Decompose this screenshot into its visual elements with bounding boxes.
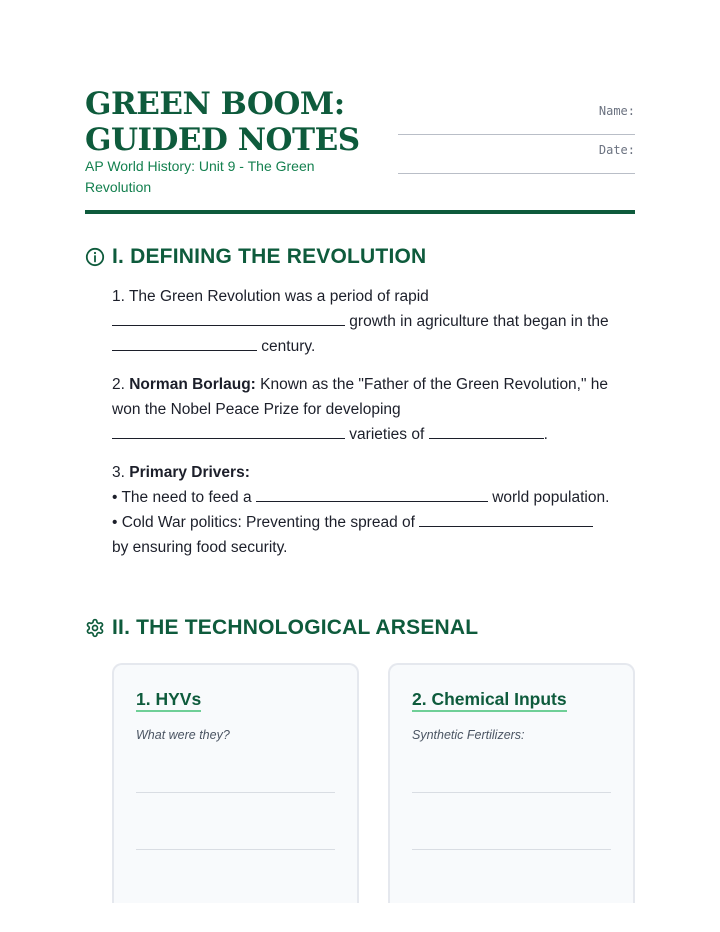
note-2-text-c: . — [543, 426, 548, 443]
title-line-1: GREEN BOOM: — [85, 86, 345, 122]
note-2-term: Norman Borlaug: — [129, 376, 256, 393]
card-chemical-inputs-title: 2. Chemical Inputs — [412, 689, 567, 712]
name-label: Name: — [598, 104, 635, 118]
note-item-1 — [112, 284, 635, 359]
info-circle-icon — [85, 247, 105, 267]
date-field[interactable] — [398, 143, 635, 182]
note-2-number: 2. — [112, 376, 130, 393]
name-field[interactable] — [398, 104, 635, 143]
card-chemical-inputs — [388, 663, 635, 903]
worksheet-page — [85, 0, 635, 932]
note-3-number: 3. — [112, 464, 130, 481]
card-hyvs-answer-line-2[interactable] — [136, 849, 335, 850]
note-item-3 — [112, 460, 635, 560]
note-1-text-c: century. — [257, 338, 316, 355]
technology-cards — [112, 663, 635, 903]
section-1-body — [112, 284, 635, 573]
blank-crop[interactable] — [429, 425, 544, 439]
note-3-bullet-1b: world population. — [487, 489, 610, 506]
worksheet-subtitle: AP World History: Unit 9 - The Green Revolution — [85, 158, 315, 195]
name-line[interactable] — [398, 134, 635, 135]
section-1-title: I. DEFINING THE REVOLUTION — [112, 245, 427, 268]
note-2-text-a: Known as the "Father of the Green Revolution," he won the Nobel Peace Prize for developing — [112, 376, 609, 418]
student-info-fields — [398, 104, 635, 182]
blank-varieties[interactable] — [112, 425, 345, 439]
section-2-heading — [85, 616, 478, 640]
section-1-heading — [85, 245, 426, 269]
card-hyvs-title: 1. HYVs — [136, 689, 201, 712]
note-3-term: Primary Drivers: — [129, 464, 250, 481]
card-hyvs — [112, 663, 359, 903]
note-2-text-b: varieties of — [345, 426, 429, 443]
blank-population[interactable] — [256, 488, 488, 502]
note-3-bullet-2a: • Cold War politics: Preventing the spread of — [112, 514, 420, 531]
card-hyvs-answer-line-1[interactable] — [136, 792, 335, 793]
title-line-2: GUIDED NOTES — [85, 122, 360, 158]
section-2-title: II. THE TECHNOLOGICAL ARSENAL — [112, 616, 479, 639]
card-chemical-inputs-prompt: Synthetic Fertilizers: — [412, 728, 525, 742]
blank-growth[interactable] — [112, 312, 345, 326]
worksheet-title — [85, 86, 385, 158]
date-line[interactable] — [398, 173, 635, 174]
card-chemical-answer-line-1[interactable] — [412, 792, 611, 793]
note-3-bullet-1a: • The need to feed a — [112, 489, 256, 506]
worksheet-header — [85, 86, 635, 216]
gear-icon — [85, 618, 105, 638]
card-hyvs-prompt: What were they? — [136, 728, 230, 742]
note-1-text-b: growth in agriculture that began in the — [345, 313, 609, 330]
note-3-bullet-2b: by ensuring food security. — [112, 539, 288, 556]
note-1-text-a: 1. The Green Revolution was a period of rapid — [112, 288, 429, 305]
date-label: Date: — [598, 143, 635, 157]
header-divider — [85, 210, 635, 214]
blank-spread[interactable] — [419, 513, 593, 527]
note-item-2 — [112, 372, 635, 447]
blank-century[interactable] — [112, 337, 257, 351]
card-chemical-answer-line-2[interactable] — [412, 849, 611, 850]
